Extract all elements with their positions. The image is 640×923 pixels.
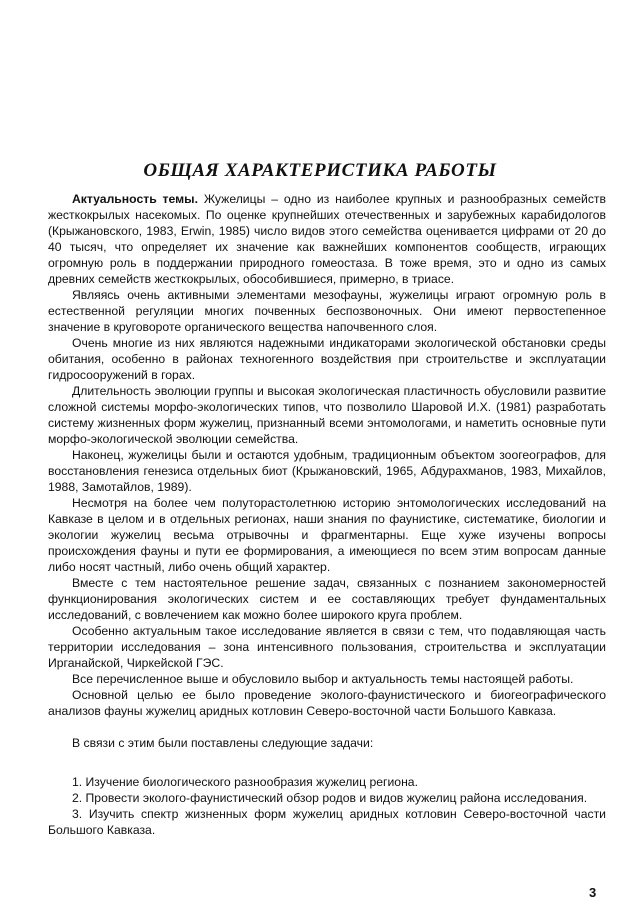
paragraph-text: Жужелицы – одно из наиболее крупных и разнообразных семейств жесткокрылых насекомых. По оценке крупнейших отечественных и зарубежных карабидологов (Крыжановского, 1983, Erwin, 1985) число видов этого семейства оценивается цифрами от 20 до 40 тысяч, что определяет их значение как важнейших компонентов сообществ, играющих огромную роль в поддержании природного гомеостаза. В тоже время, это и одно из самых древних семейств жесткокрылых, обособившиеся, примерно, в триасе.: [48, 192, 606, 286]
paragraph: Все перечисленное выше и обусловило выбор и актуальность темы настоящей работы.: [72, 672, 574, 686]
paragraph: Наконец, жужелицы были и остаются удобным, традиционным объектом зоогеографов, для восстановления генезиса отдельных биот (Крыжановский, 1965, Абдурахманов, 1983, Михайлов, 1988, Замотайлов, 1989).: [48, 448, 606, 494]
paragraph: Являясь очень активными элементами мезофауны, жужелицы играют огромную роль в естественной регуляции многих почвенных беспозвоночных. Они имеют первостепенное значение в круговороте органического вещества напочвенного слоя.: [48, 288, 606, 334]
tasks-intro: В связи с этим были поставлены следующие задачи:: [72, 736, 374, 750]
task-item: 3. Изучить спектр жизненных форм жужелиц аридных котловин Северо-восточной части Большого Кавказа.: [48, 807, 606, 837]
paragraph: Вместе с тем настоятельное решение задач, связанных с познанием закономерностей функционирования экологических систем и ее составляющих требует фундаментальных исследований, с вовлечением как можно более широкого круга проблем.: [48, 576, 606, 622]
task-item: 1. Изучение биологического разнообразия жужелиц региона.: [72, 775, 418, 789]
paragraph: Несмотря на более чем полуторастолетнюю историю энтомологических исследований на Кавказе в целом и в отдельных регионах, наши знания по фаунистике, систематике, биологии и экологии жужелиц весьма отрывочны и фрагментарны. Еще хуже изучены вопросы происхождения фауны и пути ее формирования, а имеющиеся по всем этим вопросам данные либо носят частный, либо очень общий характер.: [48, 496, 606, 574]
paragraph-relevance: [48, 191, 606, 287]
paragraph: Длительность эволюции группы и высокая экологическая пластичность обусловили развитие сложной системы морфо-экологических типов, что позволило Шаровой И.Х. (1981) разработать систему жизненных форм жужелиц, признанный всеми энтомологами, и наметить основные пути морфо-экологической эволюции семейства.: [48, 384, 606, 446]
document-body: [48, 191, 606, 838]
task-item: 2. Провести эколого-фаунистический обзор родов и видов жужелиц района исследования.: [72, 791, 588, 805]
paragraph: Особенно актуальным такое исследование является в связи с тем, что подавляющая часть территории исследования – зона интенсивного пользования, строительства и эксплуатации Ирганайской, Чиркейской ГЭС.: [48, 624, 606, 670]
paragraph: Очень многие из них являются надежными индикаторами экологической обстановки среды обитания, особенно в районах техногенного воздействия при строительстве и эксплуатации гидросооружений в горах.: [48, 336, 606, 382]
paragraph-goal: Основной целью ее было проведение эколого-фаунистического и биогеографического анализов фауны жужелиц аридных котловин Северо-восточной части Большого Кавказа.: [48, 688, 606, 718]
page-number: 3: [589, 885, 597, 900]
page-title: ОБЩАЯ ХАРАКТЕРИСТИКА РАБОТЫ: [143, 160, 497, 181]
paragraph-lead: Актуальность темы.: [72, 192, 198, 206]
